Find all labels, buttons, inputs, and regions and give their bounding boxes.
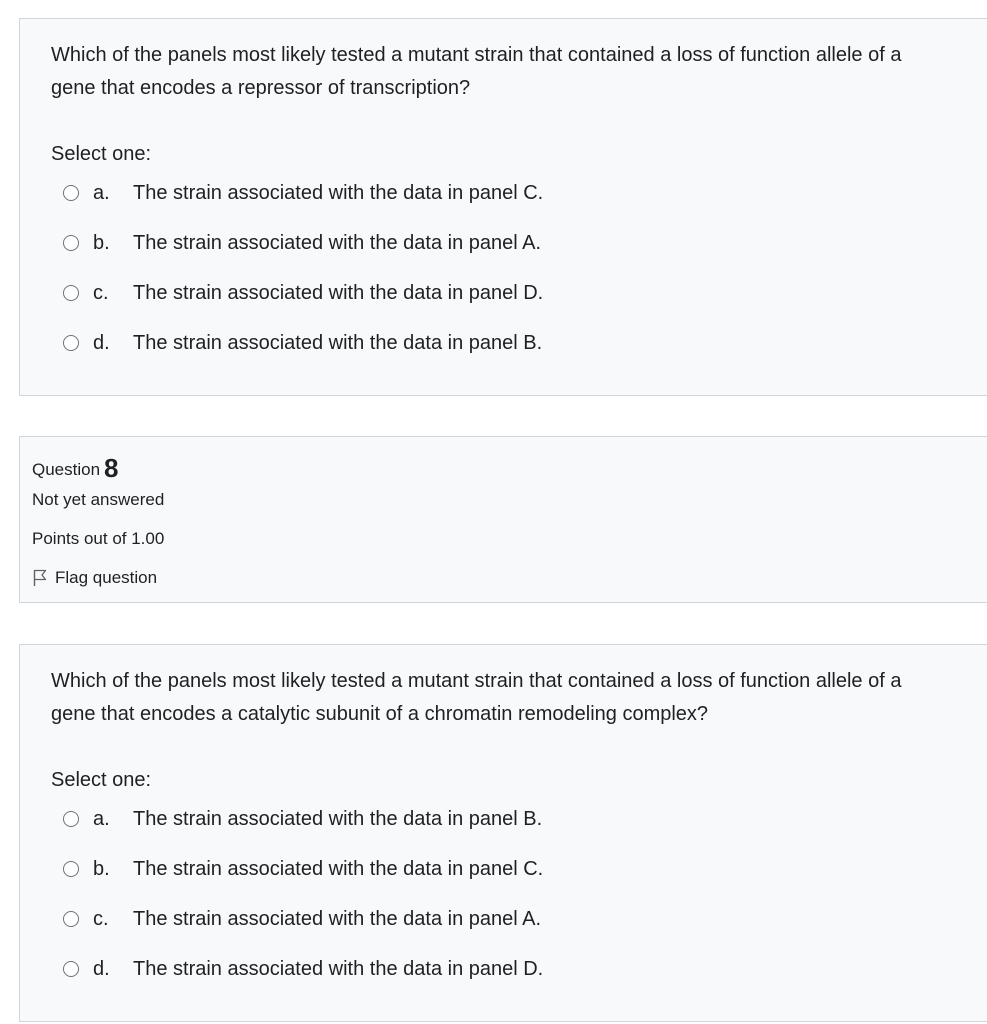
- answer-option-b[interactable]: [63, 855, 543, 883]
- question-label: Question: [32, 460, 101, 479]
- answer-text[interactable]: The strain associated with the data in panel B.: [133, 807, 543, 830]
- question-number: [32, 451, 119, 482]
- answer-letter: b.: [93, 857, 110, 880]
- answer-text[interactable]: The strain associated with the data in panel A.: [133, 907, 542, 930]
- answer-letter: d.: [93, 331, 110, 354]
- answer-letter: d.: [93, 957, 110, 980]
- answer-letter: c.: [93, 281, 109, 304]
- answer-option-a[interactable]: [63, 805, 543, 833]
- question-8-text: Which of the panels most likely tested a mutant strain that contained a loss of function allele of a gene that encodes a catalytic subunit of a chromatin remodeling complex?: [51, 670, 902, 725]
- radio-icon[interactable]: [63, 285, 79, 301]
- question-7-text: Which of the panels most likely tested a mutant strain that contained a loss of function allele of a gene that encodes a repressor of transcription?: [51, 44, 902, 99]
- question-grade: Points out of 1.00: [32, 529, 165, 548]
- answer-option-d[interactable]: [63, 955, 543, 983]
- question-8-answers: [63, 805, 543, 1005]
- answer-text[interactable]: The strain associated with the data in panel D.: [133, 957, 544, 980]
- radio-icon[interactable]: [63, 185, 79, 201]
- radio-icon[interactable]: [63, 911, 79, 927]
- flag-question-link[interactable]: [32, 568, 157, 588]
- answer-text[interactable]: The strain associated with the data in panel B.: [133, 331, 543, 354]
- answer-option-b[interactable]: [63, 229, 543, 257]
- question-8-prompt: Select one:: [51, 769, 152, 791]
- answer-text[interactable]: The strain associated with the data in panel D.: [133, 281, 544, 304]
- answer-text[interactable]: The strain associated with the data in panel C.: [133, 857, 544, 880]
- radio-icon[interactable]: [63, 235, 79, 251]
- radio-icon[interactable]: [63, 861, 79, 877]
- question-number-value: 8: [104, 453, 119, 483]
- radio-icon[interactable]: [63, 811, 79, 827]
- answer-option-a[interactable]: [63, 179, 543, 207]
- answer-letter: a.: [93, 181, 110, 204]
- answer-text[interactable]: The strain associated with the data in panel C.: [133, 181, 544, 204]
- flag-question-label[interactable]: Flag question: [55, 568, 158, 587]
- answer-option-d[interactable]: [63, 329, 543, 357]
- answer-text[interactable]: The strain associated with the data in panel A.: [133, 231, 542, 254]
- question-7-prompt: Select one:: [51, 143, 152, 165]
- answer-letter: c.: [93, 907, 109, 930]
- answer-option-c[interactable]: [63, 279, 543, 307]
- answer-option-c[interactable]: [63, 905, 543, 933]
- answer-letter: a.: [93, 807, 110, 830]
- question-7-answers: [63, 179, 543, 379]
- radio-icon[interactable]: [63, 335, 79, 351]
- answer-letter: b.: [93, 231, 110, 254]
- question-8-info: [19, 436, 987, 603]
- question-8-content: [19, 644, 987, 1022]
- question-state: Not yet answered: [32, 490, 165, 509]
- flag-icon[interactable]: [32, 569, 48, 587]
- question-7-content: [19, 18, 987, 396]
- radio-icon[interactable]: [63, 961, 79, 977]
